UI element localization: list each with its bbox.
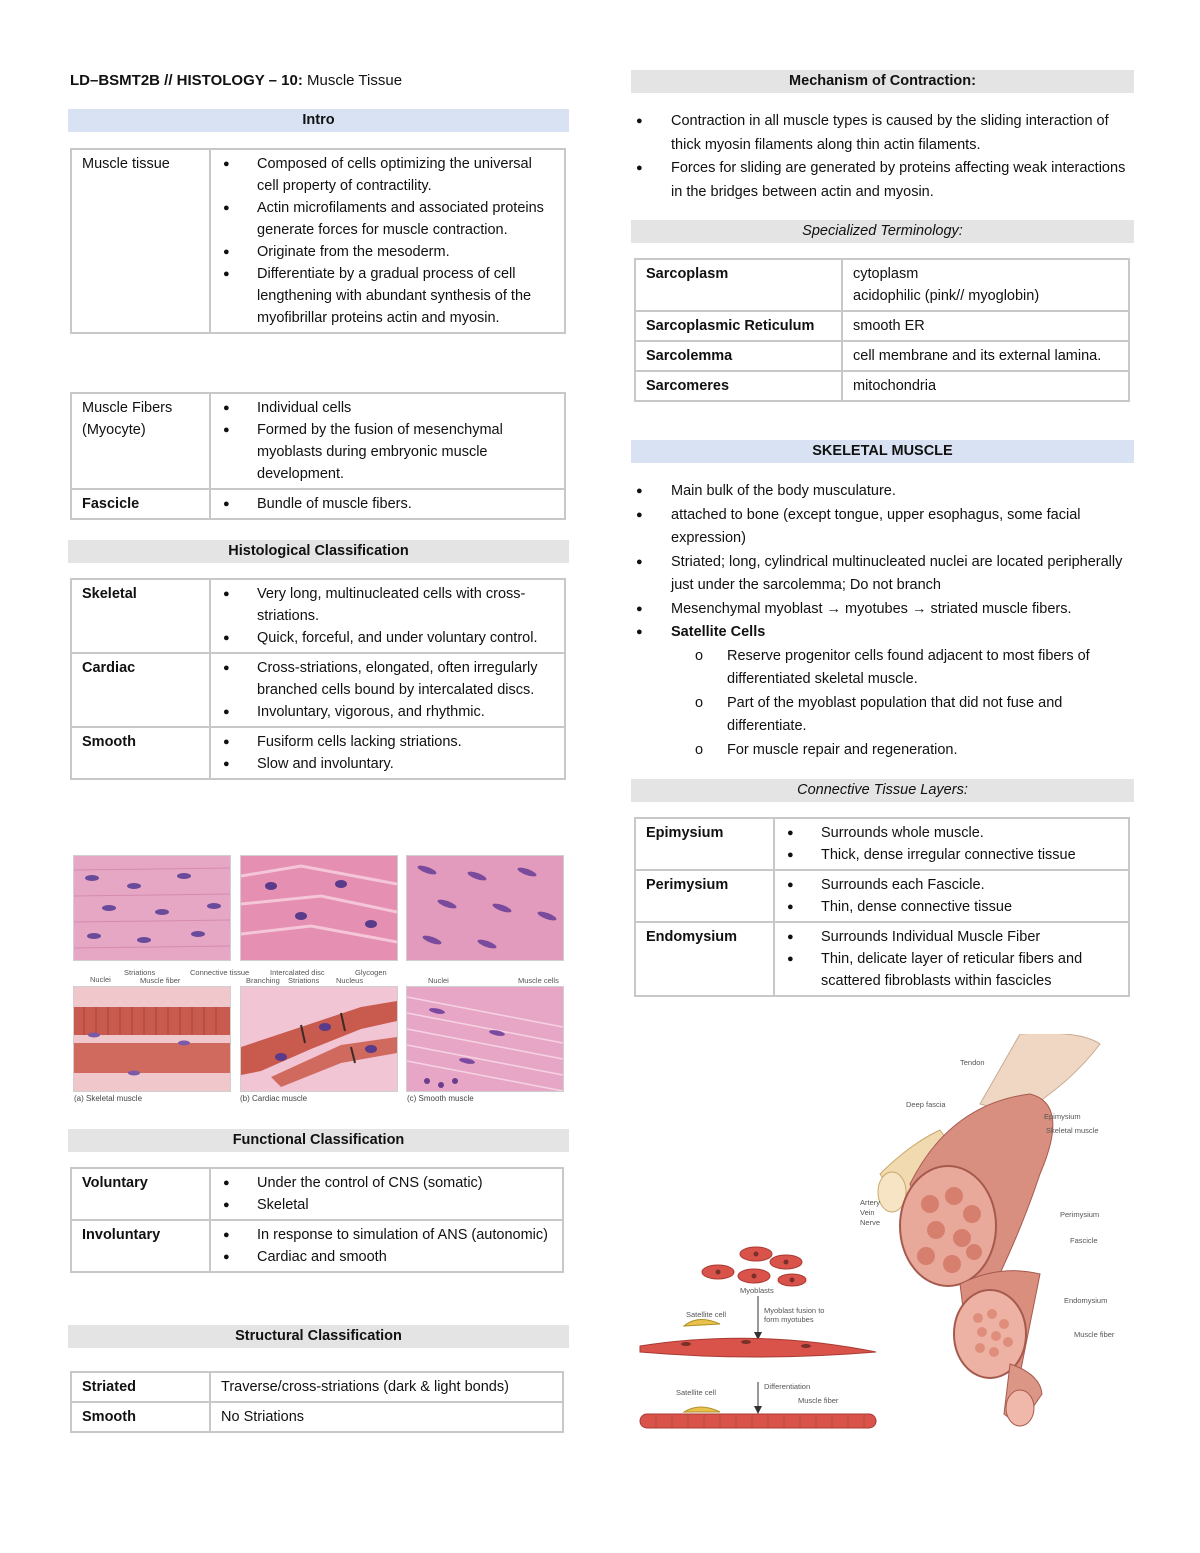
term-fascicle: Fascicle	[71, 489, 210, 519]
term-smooth: Smooth	[71, 727, 210, 779]
table-row: Sarcoplasm cytoplasm acidophilic (pink// myoglobin)	[635, 259, 1129, 311]
functional-table	[70, 1167, 564, 1273]
label-glycogen: Glycogen	[355, 968, 387, 977]
term-striated: Striated	[71, 1372, 210, 1402]
connective-heading: Connective Tissue Layers:	[631, 779, 1134, 802]
mechanism-heading: Mechanism of Contraction:	[631, 70, 1134, 93]
list-item: ● Under the control of CNS (somatic)	[257, 1172, 552, 1194]
list-item: ● Striated; long, cylindrical multinucleated nuclei are located peripherally just under the sarcolemma; Do not branch	[636, 551, 1136, 598]
label-intercalated-disc: Intercalated disc	[270, 968, 325, 977]
label-connective-tissue: Connective tissue	[190, 968, 250, 977]
title-prefix: LD–BSMT2B // HISTOLOGY – 10:	[70, 72, 303, 89]
label-artery: Artery	[860, 1198, 881, 1207]
fibers-table	[70, 392, 566, 520]
table-row	[71, 149, 565, 333]
list-item: ● Main bulk of the body musculature.	[636, 480, 1136, 504]
smooth-drawing	[406, 986, 564, 1092]
term-sarcoplasmic-reticulum: Sarcoplasmic Reticulum	[635, 311, 842, 341]
list-item: ● Surrounds each Fascicle.	[821, 874, 1118, 896]
table-row: Sarcoplasmic Reticulum smooth ER	[635, 311, 1129, 341]
term-endomysium: Endomysium	[635, 922, 774, 996]
label-branching: Branching	[246, 976, 280, 985]
list-item: ● Cardiac and smooth	[257, 1246, 552, 1268]
label-smooth-nuclei: Nuclei	[428, 976, 449, 985]
list-item: o Part of the myoblast population that did not fuse and differentiate.	[727, 692, 1136, 739]
label-fascicle: Fascicle	[1070, 1236, 1098, 1245]
document-title	[70, 72, 402, 89]
table-row	[71, 1220, 563, 1272]
fibers-list	[221, 397, 554, 485]
caption-smooth: (c) Smooth muscle	[407, 1094, 474, 1103]
list-item: ● Originate from the mesoderm.	[257, 241, 554, 263]
label-nerve: Nerve	[860, 1218, 881, 1227]
label-satellite-cell-top: Satellite cell	[686, 1310, 727, 1319]
functional-heading: Functional Classification	[68, 1129, 569, 1152]
table-row	[71, 579, 565, 653]
list-item: ● Fusiform cells lacking striations.	[257, 731, 554, 753]
desc-smooth: No Striations	[210, 1402, 563, 1432]
skeletal-drawing	[73, 986, 231, 1092]
label-myoblast-fusion: Myoblast fusion to form myotubes	[764, 1306, 825, 1324]
label-striations: Striations	[124, 968, 156, 977]
term-sarcoplasm: Sarcoplasm	[635, 259, 842, 311]
table-row	[71, 1372, 563, 1402]
term-muscle-fibers: Muscle Fibers (Myocyte)	[71, 393, 210, 489]
table-row	[71, 1402, 563, 1432]
list-item: ● Bundle of muscle fibers.	[257, 493, 554, 515]
list-item: ● Differentiate by a gradual process of cell lengthening with abundant synthesis of the myofibrillar proteins actin and myosin.	[257, 263, 554, 329]
list-item: ● Contraction in all muscle types is caused by the sliding interaction of thick myosin filaments along thin actin filaments.	[636, 110, 1136, 157]
list-item: ● Skeletal	[257, 1194, 552, 1216]
histological-table	[70, 578, 566, 780]
table-row	[71, 1168, 563, 1220]
list-item: ● Formed by the fusion of mesenchymal myoblasts during embryonic muscle development.	[257, 419, 554, 485]
muscle-anatomy-illustration	[870, 1034, 1108, 1429]
term-muscle-tissue: Muscle tissue	[71, 149, 210, 333]
table-row	[71, 489, 565, 519]
list-item: ● Actin microfilaments and associated proteins generate forces for muscle contraction.	[257, 197, 554, 241]
label-skeletal-muscle: Skeletal muscle	[1046, 1126, 1099, 1135]
cardiac-drawing	[240, 986, 398, 1092]
term-cardiac: Cardiac	[71, 653, 210, 727]
list-item: ● Forces for sliding are generated by proteins affecting weak interactions in the bridges between actin and myosin.	[636, 157, 1136, 204]
table-row	[71, 727, 565, 779]
term-epimysium: Epimysium	[635, 818, 774, 870]
label-nuclei: Nuclei	[90, 975, 111, 984]
label-vein: Vein	[860, 1208, 875, 1217]
label-tendon: Tendon	[960, 1058, 985, 1067]
list-item: ● Thick, dense irregular connective tissue	[821, 844, 1118, 866]
term-voluntary: Voluntary	[71, 1168, 210, 1220]
list-item: ● Surrounds whole muscle.	[821, 822, 1118, 844]
label-muscle-cells: Muscle cells	[518, 976, 559, 985]
structural-table	[70, 1371, 564, 1433]
list-item: ● Cross-striations, elongated, often irregularly branched cells bound by intercalated discs.	[257, 657, 554, 701]
caption-skeletal: (a) Skeletal muscle	[74, 1094, 143, 1103]
term-sarcomeres: Sarcomeres	[635, 371, 842, 401]
desc-striated: Traverse/cross-striations (dark & light bonds)	[210, 1372, 563, 1402]
list-item: ● Composed of cells optimizing the universal cell property of contractility.	[257, 153, 554, 197]
term-perimysium: Perimysium	[635, 870, 774, 922]
table-row: Sarcolemma cell membrane and its external lamina.	[635, 341, 1129, 371]
label-myoblasts: Myoblasts	[740, 1286, 774, 1295]
term-sarcolemma: Sarcolemma	[635, 341, 842, 371]
list-item: o For muscle repair and regeneration.	[727, 739, 1136, 763]
list-item: ● Very long, multinucleated cells with cross-striations.	[257, 583, 554, 627]
list-item: ● attached to bone (except tongue, upper esophagus, some facial expression)	[636, 504, 1136, 551]
caption-cardiac: (b) Cardiac muscle	[240, 1094, 308, 1103]
list-item: ● Involuntary, vigorous, and rhythmic.	[257, 701, 554, 723]
list-item: o Reserve progenitor cells found adjacent to most fibers of differentiated skeletal muscle.	[727, 645, 1136, 692]
terminology-table	[634, 258, 1130, 402]
label-deep-fascia: Deep fascia	[906, 1100, 946, 1109]
label-epimysium: Epimysium	[1044, 1112, 1081, 1121]
table-row	[635, 922, 1129, 996]
list-item: ● Quick, forceful, and under voluntary control.	[257, 627, 554, 649]
list-item: ● In response to simulation of ANS (autonomic)	[257, 1224, 552, 1246]
skeletal-micrograph	[73, 855, 231, 961]
table-row	[71, 653, 565, 727]
label-differentiation: Differentiation	[764, 1382, 811, 1391]
table-row	[635, 870, 1129, 922]
list-item: ● Thin, dense connective tissue	[821, 896, 1118, 918]
table-row	[635, 818, 1129, 870]
table-row: Sarcomeres mitochondria	[635, 371, 1129, 401]
label-endomysium: Endomysium	[1064, 1296, 1108, 1305]
smooth-micrograph	[406, 855, 564, 961]
structural-heading: Structural Classification	[68, 1325, 569, 1348]
list-item	[636, 621, 1136, 762]
intro-table	[70, 148, 566, 334]
skeletal-list	[636, 480, 1136, 762]
term-skeletal: Skeletal	[71, 579, 210, 653]
intro-heading: Intro	[68, 109, 569, 132]
connective-table	[634, 817, 1130, 997]
label-satellite-cell-bottom: Satellite cell	[676, 1388, 717, 1397]
list-item: ● Surrounds Individual Muscle Fiber	[821, 926, 1118, 948]
label-muscle-fiber: Muscle fiber	[140, 976, 181, 985]
list-item: ● Slow and involuntary.	[257, 753, 554, 775]
term-involuntary: Involuntary	[71, 1220, 210, 1272]
satellite-cells-title: Satellite Cells	[671, 624, 766, 640]
terminology-heading: Specialized Terminology:	[631, 220, 1134, 243]
label-perimysium: Perimysium	[1060, 1210, 1100, 1219]
label-muscle-fiber-dev: Muscle fiber	[798, 1396, 839, 1405]
histological-heading: Histological Classification	[68, 540, 569, 563]
table-row	[71, 393, 565, 489]
title-topic: Muscle Tissue	[307, 72, 403, 89]
myogenesis-illustration	[636, 1240, 886, 1440]
skeletal-heading: SKELETAL MUSCLE	[631, 440, 1134, 463]
mechanism-list	[636, 110, 1136, 204]
list-item: ● Mesenchymal myoblast → myotubes → striated muscle fibers.	[636, 598, 1136, 622]
label-nucleus: Nucleus	[336, 976, 364, 985]
cardiac-micrograph	[240, 855, 398, 961]
muscle-tissue-list	[221, 153, 554, 329]
list-item: ● Thin, delicate layer of reticular fibers and scattered fibroblasts within fascicles	[821, 948, 1118, 992]
term-smooth-structural: Smooth	[71, 1402, 210, 1432]
list-item: ● Individual cells	[257, 397, 554, 419]
label-cardiac-striations: Striations	[288, 976, 320, 985]
satellite-sublist	[671, 645, 1136, 763]
label-muscle-fiber-anat: Muscle fiber	[1074, 1330, 1115, 1339]
